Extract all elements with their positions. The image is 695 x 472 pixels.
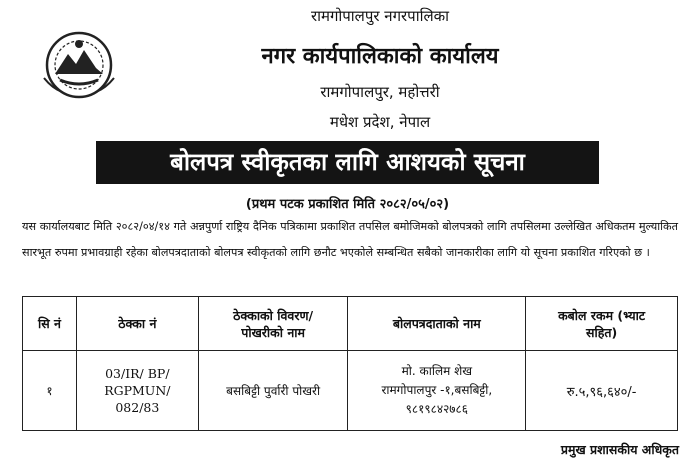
header-amount (526, 297, 678, 351)
cell-amount: रु.५,९६,६४०/- (526, 351, 678, 431)
tender-table (22, 296, 678, 431)
table-header-row (23, 297, 678, 351)
notice-paragraph: यस कार्यालयबाट मिति २०८२/०४/१४ गते अन्नपुर्णा राष्ट्रिय दैनिक पत्रिकामा प्रकाशित तपसिल बमोजिमको बोलपत्रको लागि तपसिलमा उल्लेखित अधिकतम मुल्याकित सारभूत रुपमा प्रभावग्राही रहेका बोलपत्रदाताको बोलपत्र स्वीकृतको लागि छनौट भएकोले सम्बन्धित सबैको जानकारीका लागि यो सूचना प्रकाशित गरिएको छ । (22, 220, 678, 259)
bidder-name: मो. कालिम शेख (401, 364, 473, 378)
header-sn: सि नं (23, 297, 77, 351)
header-description-line1: ठेक्काको विवरण/ (233, 307, 314, 323)
table-row (23, 351, 678, 431)
header-bidder: बोलपत्रदाताको नाम (348, 297, 526, 351)
header-amount-line2: सहित) (586, 324, 618, 340)
nepal-emblem-icon (38, 30, 120, 100)
cell-description: बसबिट्टी पुर्वारी पोखरी (198, 351, 348, 431)
contract-no-line3: 082/83 (115, 400, 160, 415)
cell-sn: १ (23, 351, 77, 431)
header-amount-line1: कबोल रकम (भ्याट (558, 307, 646, 323)
office-address: रामगोपालपुर, महोत्तरी (320, 83, 440, 101)
municipality-name: रामगोपालपुर नगरपालिका (310, 7, 450, 25)
contract-no-line2: RGPMUN/ (104, 383, 171, 398)
bidder-address: रामगोपालपुर -१,बसबिट्टी, (381, 383, 493, 397)
office-name: नगर कार्यपालिकाको कार्यालय (261, 44, 499, 69)
cell-contract-no (76, 351, 198, 431)
signature-title: प्रमुख प्रशासकीय अधिकृत (560, 442, 679, 457)
header-description (198, 297, 348, 351)
cell-bidder (348, 351, 526, 431)
notice-title: बोलपत्र स्वीकृतका लागि आशयको सूचना (96, 141, 599, 184)
province-name: मधेश प्रदेश, नेपाल (329, 113, 431, 131)
header-description-line2: पोखरीको नाम (241, 324, 305, 340)
contract-no-line1: 03/IR/ BP/ (105, 366, 170, 381)
bidder-phone: ९८१९८४२७८६ (405, 402, 469, 416)
header-contract-no: ठेक्का नं (76, 297, 198, 351)
publication-date: (प्रथम पटक प्रकाशित मिति २०८२/०५/०२) (245, 197, 450, 212)
